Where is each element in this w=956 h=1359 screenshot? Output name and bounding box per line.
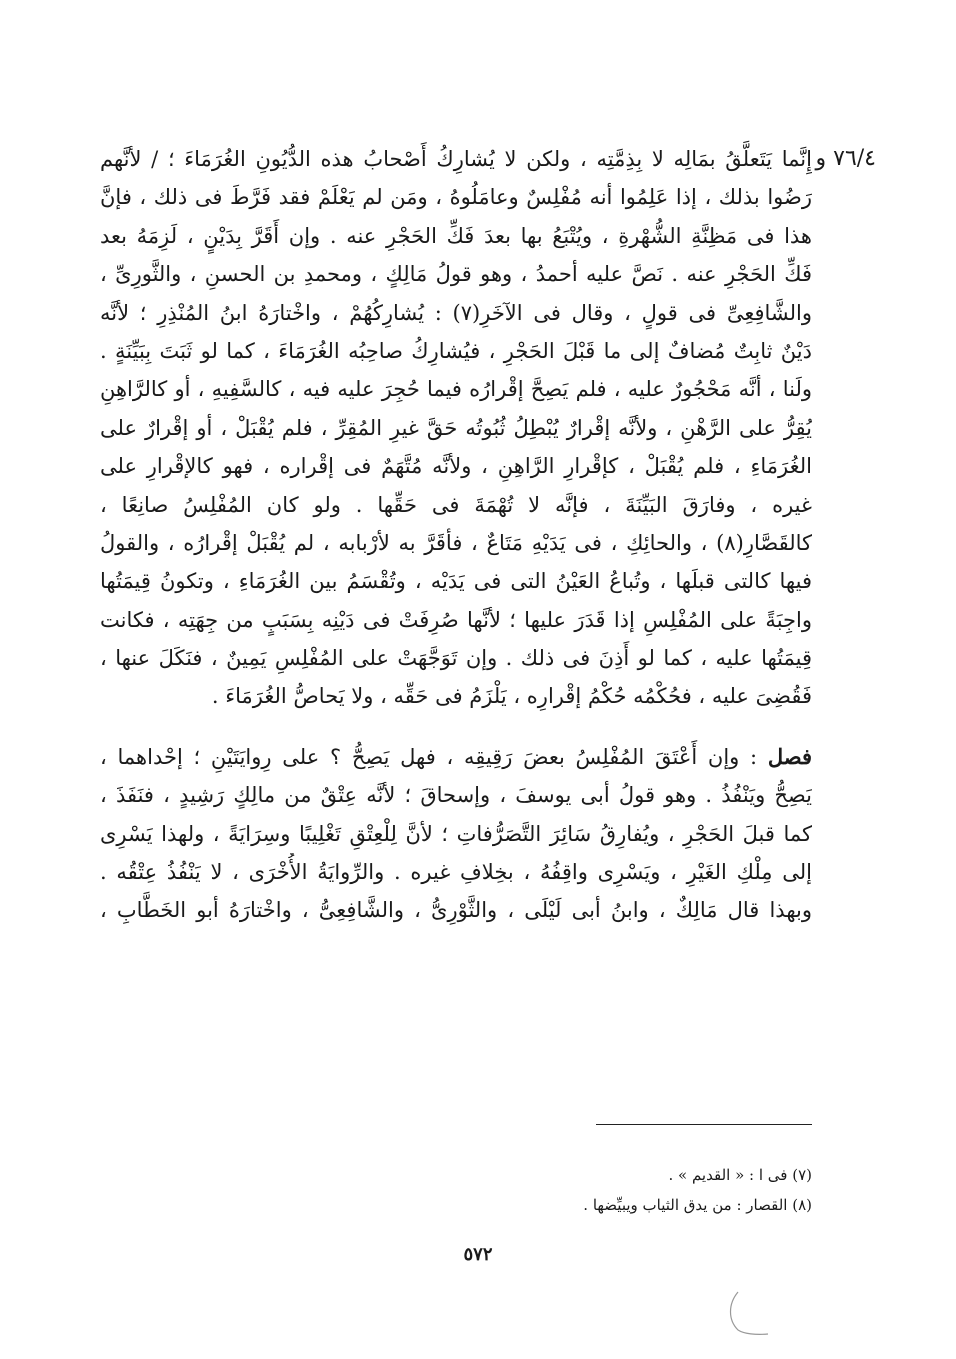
section-first-line: : وإن أَعْتَقَ المُفْلِسُ بعضَ رَقِيقِه ، فهل يَصِحُّ ؟ على رِوايَتَيْنِ ؛ إحْداهما ،	[100, 744, 758, 769]
text-line: غيره ، وفارَقَ البَيِّنَةَ ، فإنَّه لا تُهْمَةَ فى حَقِّها . ولو كان المُفْلِسُ صانِعًا ،	[100, 492, 812, 517]
text-line: فَكِّ الحَجْرِ عنه . نَصَّ عليه أحمدُ ، وهو قولُ مَالِكٍ ، ومحمدِ بن الحسنِ ، والثَّورِىِّ ،	[100, 262, 812, 287]
paragraph-2	[100, 738, 812, 930]
text-line: قِيمَتُها عليه ، كما لو أَذِنَ فى ذلك . وإن تَوَجَّهَتْ على المُفْلِسِ يَمِينٌ ، فنَكَلَ عنها ،	[100, 646, 812, 671]
footnote-divider	[596, 1124, 812, 1125]
main-text	[100, 140, 812, 930]
text-line: إِنَّما يَتَعلَّقُ بمَالِه لا بِذِمَّتِه ، ولكن لا يُشارِكُ أَصْحابُ هذه الدُّيُونِ الغُرَمَاءَ ؛ / لأنَّهم	[100, 147, 812, 171]
paragraph-gap	[100, 716, 812, 738]
footnote-7: (٧) فى ا : « القديم » .	[668, 1166, 812, 1184]
text-line: هذا فى مَظِنَّةِ الشُّهْرةِ ، ويُتْبَعُ بها بعدَ فَكِّ الحَجْرِ عنه . وإن أَقَرَّ بِدَيْنٍ ، لَزِمَهُ بعد	[100, 223, 812, 248]
paragraph-1	[100, 140, 812, 716]
text-line: والشَّافِعِىِّ فى قولٍ ، وقال فى الآخَرِ(٧) : يُشارِكُهُمْ ، واخْتارَهُ ابنُ المُنْذِرِ ؛ لأنَّه	[100, 300, 812, 325]
scan-edge-mark	[724, 1290, 774, 1336]
text-line: إلى مِلْكِ الغَيْرِ ، ويَسْرِى واقِفُهُ ، بخِلافِ غيره . والرِّوايَةُ الأُخْرَى ، لا يَنْفُذُ عِتْقُه .	[100, 860, 812, 885]
manuscript-folio-reference: ٧٦/٤ و	[815, 146, 876, 171]
footnotes	[420, 1160, 812, 1220]
footnote-8: (٨) القصار : من يدق الثياب ويبيِّضها .	[583, 1196, 812, 1214]
text-line: فَقُضِىَ عليه ، فحُكْمُه حُكْمُ إقْرارِه ، يَلْزَمُ فى حَقِّه ، ولا يَحاصُّ الغُرَمَاءَ .	[211, 684, 812, 709]
text-line: ولَنا ، أنَّه مَحْجُورٌ عليه ، فلم يَصِحَّ إقْرارُه فيما حُجِرَ عليه فيه ، كالسَّفِيهِ ، أو كالرَّاهِنِ	[100, 377, 812, 402]
text-line: يَصِحُّ ويَنْفُذُ . وهو قولُ أبى يوسفَ ، وإسحاقَ ؛ لأنَّه عِتْقٌ من مالِكٍ رَشِيدٍ ، فنَفَذَ ،	[100, 783, 812, 808]
text-line: كالقَصَّارِ(٨) ، والحائِكِ ، فى يَدَيْهِ مَتَاعٌ ، فأقَرَّ به لأرْبابه ، لم يُقْبَلْ إقْرارُه ، والقولُ	[100, 530, 812, 555]
text-line: الغُرَمَاءِ ، فلم يُقْبَلْ ، كإقْرارِ الرَّاهِنِ ، ولأنَّه مُتَّهَمٌ فى إقْراره ، فهو كالإقْرارِ على	[100, 454, 812, 479]
text-line: دَيْنٌ ثابِتٌ مُضافٌ إلى ما قَبْلَ الحَجْرِ ، فيُشارِكُ صاحِبُه الغُرَمَاءَ ، كما لو ثَبَتَ بِبَيِّنَةٍ .	[100, 338, 812, 363]
section-heading-fasl: فصل	[767, 743, 812, 769]
text-line: واجِبَةً على المُفْلِسِ إذا قَدَرَ عليها ؛ لأنَّها صُرِفَتْ فى دَيْنِه بِسَبَبٍ من جِهَتِه ، فكانت	[100, 607, 812, 632]
text-line: فيها كالتى قبلَها ، وتُباعُ العَيْنُ التى فى يَدَيْه ، وتُقْسَمُ بين الغُرَمَاءِ ، وتكونُ قِيمَتُها	[100, 569, 812, 594]
text-line	[100, 738, 812, 776]
page-number: ٥٧٢	[463, 1244, 493, 1265]
text-line: يُقِرُّ على الرَّهْنِ ، ولأنَّه إقْرارٌ يُبْطِلُ ثُبُوتُه حَقَّ غيرِ المُقِرِّ ، فلم يُقْبَلْ ، أو إقْرارٌ على	[100, 415, 812, 440]
text-line: وبهذا قال مَالِكٌ ، وابنُ أبى لَيْلَى ، والثَّوْرِىُّ ، والشَّافِعِىُّ ، واخْتارَهُ أبو الخَطَّابِ ،	[100, 898, 812, 923]
text-line: رَضُوا بذلك ، إذا عَلِمُوا أنه مُفْلِسٌ وعامَلُوهُ ، ومَن لم يَعْلَمْ فقد فَرَّطَ فى ذلك ، فإنَّ	[100, 185, 812, 210]
text-line: كما قبلَ الحَجْرِ ، ويُفارِقُ سَائِرَ التَّصَرُّفاتِ ؛ لأنَّ لِلْعِتْقِ تَغْلِيبًا وسِرَايَةً ، ولهذا يَسْرِى	[100, 821, 812, 846]
